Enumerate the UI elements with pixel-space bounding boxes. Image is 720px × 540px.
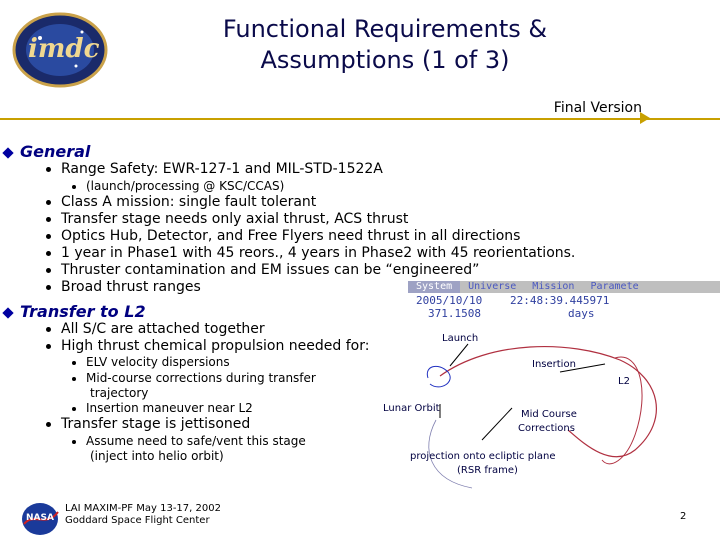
sim-date: 2005/10/10 [416,294,483,307]
bullet-icon [46,422,51,427]
header-rule-tip [640,112,650,124]
earth-orbit-loop [427,366,450,387]
label-l2: L2 [618,376,630,387]
section-general-heading: General [4,142,90,161]
general-item: Thruster contamination and EM issues can be “engineered” [46,262,479,279]
footer-conference: LAI MAXIM-PF May 13-17, 2002 [65,503,221,514]
transfer-item: High thrust chemical propulsion needed for: [46,338,369,355]
transfer-subitem-continued: trajectory [90,386,149,400]
tab-parameters[interactable]: Paramete [590,281,639,292]
bullet-icon [46,268,51,273]
version-label: Final Version [553,100,642,116]
general-item: Range Safety: EWR-127-1 and MIL-STD-1522A [46,161,383,178]
footer-center: Goddard Space Flight Center [65,515,210,526]
bullet-icon [72,361,76,365]
bullet-icon [72,440,76,444]
l2-halo-orbit [602,357,642,464]
imdc-logo [10,10,110,90]
transfer-subitem: ELV velocity dispersions [72,355,230,370]
bullet-icon [46,200,51,205]
general-item: Broad thrust ranges [46,279,201,296]
general-item: Class A mission: single fault tolerant [46,194,316,211]
diamond-bullet-icon [2,307,13,318]
transfer-subitem: Insertion maneuver near L2 [72,401,253,416]
bullet-icon [46,251,51,256]
label-corrections: Corrections [518,423,575,434]
label-launch: Launch [442,333,479,344]
label-frame: (RSR frame) [457,465,518,476]
mid-course-arrow [482,408,512,440]
sim-elapsed: 371.1508 [428,307,481,320]
label-mid-course: Mid Course [521,409,577,420]
title-line-1: Functional Requirements & [222,15,548,43]
sim-tab-bar [408,281,720,293]
tab-universe[interactable]: Universe [468,281,517,292]
sim-unit: days [568,307,595,320]
page-number: 2 [680,511,687,522]
section-transfer-heading: Transfer to L2 [4,302,146,321]
bullet-icon [46,344,51,349]
bullet-icon [46,234,51,239]
bullet-icon [72,185,76,189]
title-line-2: Assumptions (1 of 3) [260,46,510,74]
sim-readout [408,293,720,321]
diamond-bullet-icon [2,147,13,158]
simulation-panel [408,281,720,321]
logo-text: imdc [28,34,100,64]
bullet-icon [46,327,51,332]
nasa-logo-text: NASA [26,513,54,523]
general-subitem: (launch/processing @ KSC/CCAS) [72,179,284,194]
tab-system[interactable]: System [408,281,460,293]
nasa-logo [20,502,60,536]
sim-time: 22:48:39.445971 [510,294,610,307]
transfer-subitem: Mid-course corrections during transfer [72,371,316,386]
tab-mission[interactable]: Mission [532,281,575,292]
general-item: 1 year in Phase1 with 45 reors., 4 years in Phase2 with 45 reorientations. [46,245,575,262]
bullet-icon [46,167,51,172]
bullet-icon [72,407,76,411]
page-title [150,14,620,76]
bullet-icon [46,217,51,222]
transfer-item: All S/C are attached together [46,321,265,338]
label-lunar-orbit: Lunar Orbit [383,403,440,414]
general-item: Transfer stage needs only axial thrust, ACS thrust [46,211,408,228]
transfer-subitem-continued: (inject into helio orbit) [90,449,224,463]
transfer-subitem: Assume need to safe/vent this stage [72,434,306,449]
label-insertion: Insertion [532,359,576,370]
label-projection: projection onto ecliptic plane [410,451,556,462]
header-rule [0,118,720,120]
launch-arrow [450,344,468,366]
general-item: Optics Hub, Detector, and Free Flyers need thrust in all directions [46,228,520,245]
transfer-item: Transfer stage is jettisoned [46,416,250,433]
bullet-icon [72,377,76,381]
bullet-icon [46,285,51,290]
